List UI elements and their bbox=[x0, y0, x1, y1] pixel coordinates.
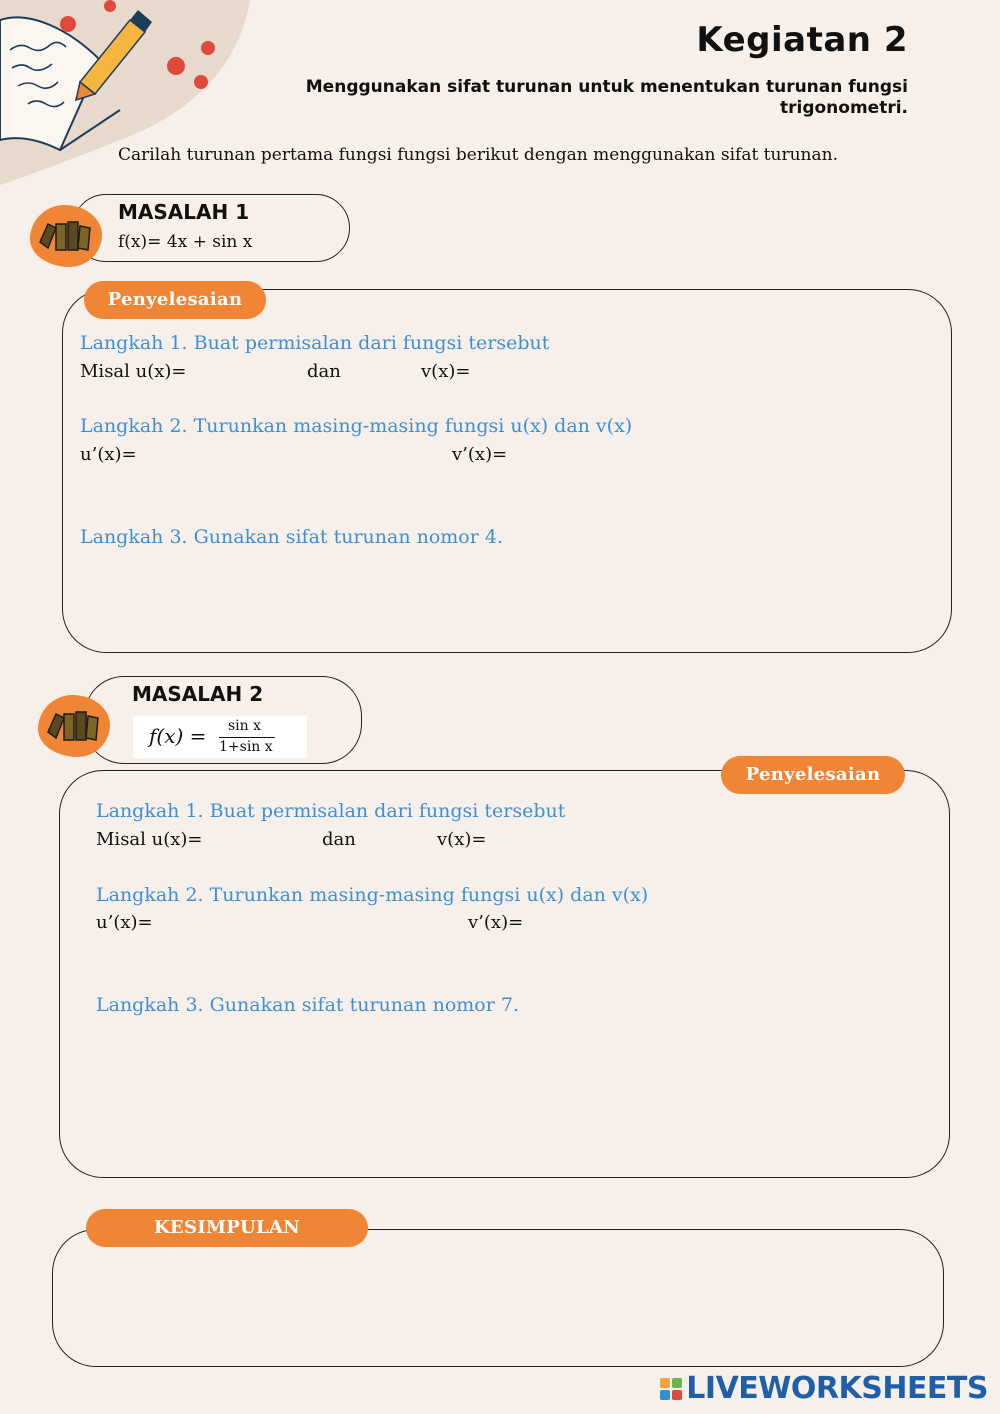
masalah1-heading: MASALAH 1 bbox=[118, 200, 250, 224]
books-icon bbox=[38, 218, 94, 254]
masalah1-misal-u: Misal u(x)= bbox=[80, 361, 187, 382]
masalah2-function-numerator: sin x bbox=[228, 718, 262, 734]
masalah2-v: v(x)= bbox=[437, 829, 487, 850]
brand-text: LIVEWORKSHEETS bbox=[686, 1371, 988, 1406]
masalah1-step1: Langkah 1. Buat permisalan dari fungsi tersebut bbox=[80, 332, 550, 354]
fraction-bar bbox=[219, 737, 275, 738]
masalah2-step2: Langkah 2. Turunkan masing-masing fungsi u(x) dan v(x) bbox=[96, 884, 649, 906]
masalah1-penyelesaian-tag: Penyelesaian bbox=[84, 281, 266, 319]
liveworksheets-logo bbox=[660, 1371, 988, 1406]
masalah2-misal-u: Misal u(x)= bbox=[96, 829, 203, 850]
masalah1-function: f(x)= 4x + sin x bbox=[118, 232, 253, 252]
masalah2-step3: Langkah 3. Gunakan sifat turunan nomor 7. bbox=[96, 994, 520, 1016]
masalah2-function-lhs: f(x) = bbox=[149, 724, 207, 748]
masalah2-v-prime: v’(x)= bbox=[468, 912, 524, 933]
masalah2-u-prime: u’(x)= bbox=[96, 912, 153, 933]
masalah1-step2: Langkah 2. Turunkan masing-masing fungsi u(x) dan v(x) bbox=[80, 415, 633, 437]
masalah1-dan: dan bbox=[307, 361, 341, 382]
masalah1-v-prime: v’(x)= bbox=[452, 444, 508, 465]
kesimpulan-tag: KESIMPULAN bbox=[86, 1209, 368, 1247]
masalah2-penyelesaian-tag: Penyelesaian bbox=[721, 756, 905, 794]
books-icon bbox=[46, 708, 102, 744]
masalah1-step3: Langkah 3. Gunakan sifat turunan nomor 4. bbox=[80, 526, 504, 548]
masalah1-u-prime: u’(x)= bbox=[80, 444, 137, 465]
instruction-text: Carilah turunan pertama fungsi fungsi berikut dengan menggunakan sifat turunan. bbox=[118, 145, 838, 165]
liveworksheets-icon bbox=[660, 1378, 682, 1400]
masalah2-dan: dan bbox=[322, 829, 356, 850]
page-subtitle: Menggunakan sifat turunan untuk menentukan turunan fungsi trigonometri. bbox=[305, 77, 908, 118]
kesimpulan-box[interactable] bbox=[52, 1229, 944, 1367]
masalah2-step1: Langkah 1. Buat permisalan dari fungsi tersebut bbox=[96, 800, 566, 822]
masalah2-function bbox=[133, 716, 307, 758]
masalah2-function-denominator: 1+sin x bbox=[219, 739, 273, 755]
page-title: Kegiatan 2 bbox=[696, 20, 908, 60]
masalah1-v: v(x)= bbox=[421, 361, 471, 382]
masalah2-heading: MASALAH 2 bbox=[132, 682, 264, 706]
